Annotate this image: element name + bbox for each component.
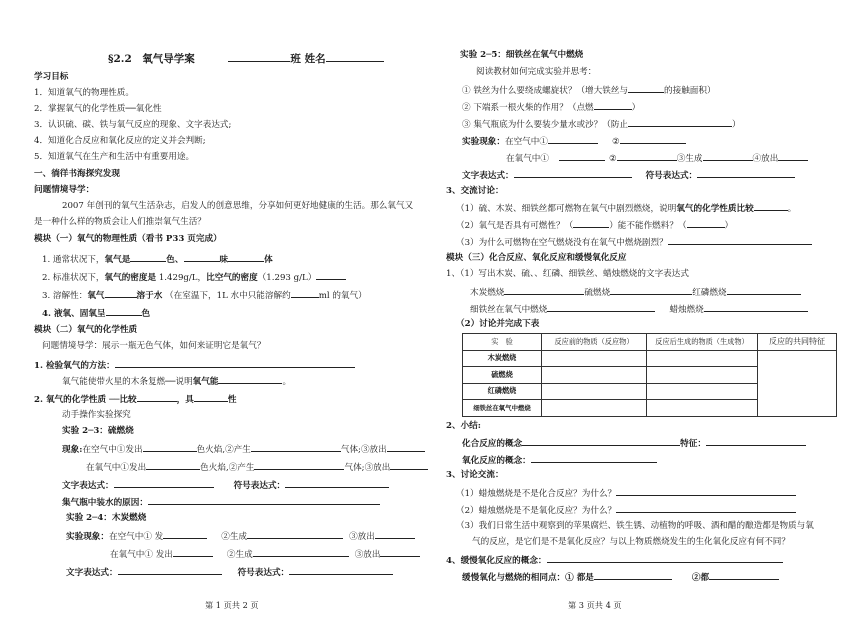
exchange-2: （2）蜡烛燃烧是不是氧化反应？为什么？	[456, 503, 796, 517]
blank[interactable]	[390, 460, 428, 470]
phenomenon-oxygen: 在氧气中① 发出 ②生成 ③放出	[110, 547, 420, 561]
physical-2: 2. 标准状况下，氧气的密度是 1.429g/L，比空气的密度（1.293 g/L）	[42, 270, 346, 284]
name-blank[interactable]	[326, 52, 384, 62]
blank[interactable]	[148, 495, 380, 505]
table-header: 反应后生成的物质（生成物）	[647, 334, 758, 351]
section-heading: 2、小结:	[446, 421, 481, 431]
combination-definition: 化合反应的概念 特征：	[462, 436, 806, 450]
read-instruction: 阅读教材如何完成实验并思考：	[476, 67, 597, 77]
table-row-label: 红磷燃烧	[463, 383, 542, 400]
blank[interactable]	[194, 392, 228, 402]
blank[interactable]	[778, 151, 808, 161]
blank[interactable]	[251, 442, 341, 452]
blank[interactable]	[709, 570, 779, 580]
blank[interactable]	[617, 151, 677, 161]
phenomenon-air: 实验现象：在空气中① 发 ②生成 ③放出	[66, 529, 415, 543]
discussion-1: （1）硫、木炭、细铁丝都可燃物在氧气中剧烈燃烧，说明氧气的化学性质比较 。	[456, 201, 796, 215]
blank[interactable]	[727, 285, 801, 295]
blank[interactable]	[387, 442, 425, 452]
discussion-3: （3）为什么可燃物在空气燃烧没有在氧气中燃烧剧烈？	[456, 235, 812, 249]
blank[interactable]	[547, 302, 655, 312]
blank[interactable]	[504, 285, 584, 295]
blank[interactable]	[285, 478, 389, 488]
blank[interactable]	[115, 358, 355, 368]
blank[interactable]	[105, 288, 137, 298]
table-row	[463, 350, 837, 367]
phenomenon-air: 现象:在空气中①发出 色火焰,②产生 气体;③放出	[62, 442, 425, 456]
blank[interactable]	[291, 288, 319, 298]
blank[interactable]	[754, 201, 788, 211]
blank[interactable]	[616, 486, 796, 496]
blank[interactable]	[380, 547, 420, 557]
blank[interactable]	[531, 453, 657, 463]
module-heading: 模块（一）氧气的物理性质（看书 P33 页完成）	[34, 234, 222, 244]
blank[interactable]	[573, 218, 609, 228]
title-text: §2.2 氧气导学案	[108, 53, 195, 65]
section-heading: 3、交流讨论：	[446, 186, 504, 196]
title-tail: 班 姓名	[290, 53, 326, 65]
blank[interactable]	[143, 442, 197, 452]
oxidation-definition: 氧化反应的概念：	[462, 453, 657, 467]
table-cell[interactable]	[542, 367, 647, 384]
blank[interactable]	[706, 436, 806, 446]
physical-3: 3. 溶解性：氧气 溶于水 （在室温下，1L 水中只能溶解约 ml 的氧气）	[42, 288, 367, 302]
blank[interactable]	[697, 168, 795, 178]
equation-row: 细铁丝在氧气中燃烧 蜡烛燃烧	[470, 302, 808, 316]
scene-heading: 问题情境导学：	[34, 185, 95, 195]
table-header-row	[463, 334, 837, 351]
blank[interactable]	[247, 529, 343, 539]
scene-text: 是一种什么样的物质会让人们推崇氧气生活？	[34, 217, 206, 227]
module-heading: 模块（三）化合反应、氧化反应和缓慢氧化反应	[446, 253, 627, 263]
experiment-heading: 实验 2─3：硫燃烧	[62, 426, 134, 436]
table-header: 反应前的物质（反应物）	[542, 334, 647, 351]
blank[interactable]	[616, 503, 796, 513]
blank[interactable]	[289, 565, 393, 575]
goal-item: 2．掌握氧气的化学性质──氧化性	[34, 104, 162, 114]
table-header: 反应的共同特征	[758, 334, 837, 351]
water-question: 集气瓶中装水的原因：	[62, 495, 380, 509]
blank[interactable]	[137, 392, 177, 402]
page-footer: 第 1 页共 2 页	[205, 600, 259, 610]
blank[interactable]	[547, 553, 783, 563]
blank[interactable]	[594, 100, 632, 110]
discussion-2: （2）氧气是否具有可燃性？（ ）能不能作燃料？（ ）	[456, 218, 733, 232]
blank[interactable]	[146, 460, 200, 470]
goal-item: 1．知道氧气的物理性质。	[34, 88, 134, 98]
phenomenon-oxygen: 在氧气中① ② ③生成 ④放出	[506, 151, 808, 165]
hands-on: 动手操作实验探究	[62, 410, 131, 420]
blank[interactable]	[106, 306, 142, 316]
chem-property: 2. 氧气的化学性质 ──比较 ，具 性	[34, 392, 236, 406]
blank[interactable]	[114, 478, 214, 488]
experiment-heading: 实验 2─5：细铁丝在氧气中燃烧	[460, 50, 584, 60]
class-blank[interactable]	[228, 52, 290, 62]
exchange-3-cont: 气的反应，是它们是不是氧化反应？与以上物质燃烧发生的生化氧化反应有何不同？	[472, 537, 790, 547]
check-note: 氧气能使带火星的木条复燃──说明氧气能 。	[62, 374, 291, 388]
module-question: 1、（1）写出木炭、硫、、红磷、细铁丝、蜡烛燃烧的文字表达式	[446, 269, 689, 279]
blank[interactable]	[184, 252, 220, 262]
scene-text: 2007 年创刊的氧气生活杂志，启发人的创意思维，分享如何更好地健康的生活。那么氧气又	[62, 201, 414, 211]
table-cell[interactable]	[647, 350, 758, 367]
section-heading: 一、徜徉书海探究发现	[34, 169, 120, 179]
table-header: 实 验	[463, 334, 542, 351]
phenomenon-air: 实验现象：在空气中① ②	[462, 134, 686, 148]
exchange-1: （1）蜡烛燃烧是不是化合反应？为什么？	[456, 486, 796, 500]
table-cell[interactable]	[647, 383, 758, 400]
goal-item: 4．知道化合反应和氧化反应的定义并会判断;	[34, 136, 206, 146]
blank[interactable]	[522, 436, 680, 446]
blank[interactable]	[253, 547, 349, 557]
page-footer: 第 3 页共 4 页	[568, 600, 622, 610]
table-cell[interactable]	[647, 367, 758, 384]
table-cell[interactable]	[542, 383, 647, 400]
question-2: ② 下端系一根火柴的作用？（点燃 ）	[462, 100, 640, 114]
exchange-3: （3）我们日常生活中观察到的苹果腐烂、铁生锈、动植物的呼吸、酒和醋的酿造都是物质与氧	[456, 521, 814, 531]
blank[interactable]	[254, 460, 344, 470]
table-cell[interactable]	[542, 400, 647, 417]
question-3: ③ 集气瓶底为什么要装少量水或沙？（防止 ）	[462, 117, 741, 131]
page-title	[108, 52, 384, 65]
slow-oxidation: 4、缓慢氧化反应的概念：	[446, 553, 783, 567]
blank[interactable]	[316, 270, 346, 280]
blank[interactable]	[173, 547, 213, 557]
blank[interactable]	[375, 529, 415, 539]
blank[interactable]	[687, 218, 725, 228]
goal-item: 5．知道氧气在生产和生活中有重要用途。	[34, 152, 195, 162]
blank[interactable]	[130, 252, 166, 262]
blank[interactable]	[548, 134, 598, 144]
blank[interactable]	[514, 168, 632, 178]
table-instruction: （2）讨论并完成下表	[456, 319, 540, 329]
equation-row: 文字表达式： 符号表达式：	[66, 565, 393, 579]
blank[interactable]	[628, 117, 732, 127]
blank[interactable]	[704, 302, 808, 312]
table-row-label: 细铁丝在氧气中燃烧	[463, 400, 542, 417]
module-heading: 模块（二）氧气的化学性质	[34, 325, 138, 335]
table-cell[interactable]	[758, 350, 837, 416]
question-1: ① 铁丝为什么要绕成螺旋状？（增大铁丝与 的接触面积）	[462, 83, 716, 97]
table-cell[interactable]	[542, 350, 647, 367]
blank[interactable]	[228, 252, 264, 262]
table-row-label: 木炭燃烧	[463, 350, 542, 367]
blank[interactable]	[559, 151, 605, 161]
experiment-heading: 实验 2─4：木炭燃烧	[66, 513, 147, 523]
physical-1: 1. 通常状况下，氧气是 色、 味 体	[42, 252, 273, 266]
physical-4: 4. 液氧、固氧呈 色	[42, 306, 150, 320]
blank[interactable]	[163, 529, 207, 539]
table-cell[interactable]	[647, 400, 758, 417]
similarity-row: 缓慢氧化与燃烧的相同点：① 都是 ②都	[462, 570, 779, 584]
blank[interactable]	[628, 83, 664, 93]
table-row-label: 硫燃烧	[463, 367, 542, 384]
blank[interactable]	[594, 570, 672, 580]
blank[interactable]	[620, 134, 686, 144]
goals-heading: 学习目标	[34, 72, 69, 82]
blank[interactable]	[703, 151, 753, 161]
module-question: 问题情境导学：展示一瓶无色气体，如何来证明它是氧气？	[42, 341, 266, 351]
phenomenon-oxygen: 在氧气中①发出 色火焰,②产生 气体;③放出	[86, 460, 428, 474]
goal-item: 3．认识硫、碳、铁与氧气反应的现象、文字表达式;	[34, 120, 232, 130]
blank[interactable]	[218, 374, 282, 384]
equation-row: 文字表达式： 符号表达式：	[462, 168, 795, 182]
blank[interactable]	[118, 565, 222, 575]
reaction-table	[462, 333, 837, 417]
section-heading: 3、讨论交流：	[446, 470, 504, 480]
check-method: 1. 检验氧气的方法：	[34, 358, 355, 372]
blank[interactable]	[668, 235, 812, 245]
equation-row: 文字表达式： 符号表达式：	[62, 478, 389, 492]
blank[interactable]	[610, 285, 692, 295]
equation-row: 木炭燃烧 硫燃烧 红磷燃烧	[470, 285, 801, 299]
